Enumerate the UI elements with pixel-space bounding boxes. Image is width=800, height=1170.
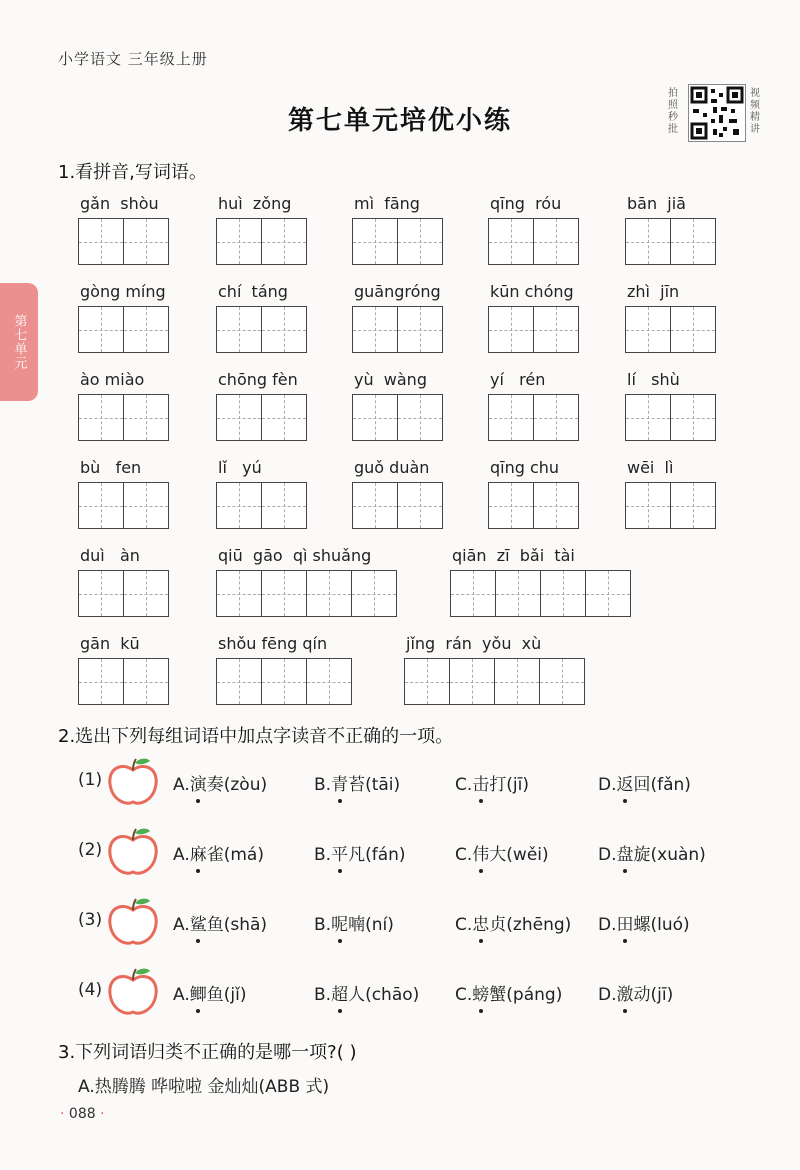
writing-cell[interactable] — [670, 306, 716, 353]
writing-cell[interactable] — [78, 570, 124, 617]
writing-cell[interactable] — [123, 482, 169, 529]
pinyin-reading: (páng) — [506, 985, 563, 1005]
writing-cell[interactable] — [540, 570, 586, 617]
pinyin-label: yí rén — [490, 370, 546, 389]
pinyin-reading: (shā) — [223, 915, 268, 935]
pinyin-reading: (fán) — [365, 845, 406, 865]
dotted-char: 演 — [190, 770, 207, 795]
option-d[interactable] — [598, 840, 706, 865]
pinyin-label: gòng míng — [80, 282, 166, 301]
writing-grid[interactable] — [404, 658, 585, 705]
page-number-text: 088 — [68, 1106, 96, 1122]
pinyin-label: jǐng rán yǒu xù — [406, 634, 542, 653]
option-row — [78, 966, 778, 1018]
writing-cell[interactable] — [351, 570, 397, 617]
pinyin-reading: (jī) — [506, 775, 529, 795]
dotted-char: 伟 — [472, 840, 489, 865]
writing-cell[interactable] — [397, 394, 443, 441]
dotted-char: 青 — [331, 770, 348, 795]
pinyin-reading: (luó) — [650, 915, 690, 935]
word-char: 奏 — [206, 775, 224, 795]
word-char: 雀 — [206, 845, 224, 865]
option-letter: A. — [173, 985, 190, 1005]
writing-cell[interactable] — [625, 306, 671, 353]
pinyin-label: guāngróng — [354, 282, 441, 301]
writing-cell[interactable] — [352, 306, 398, 353]
pinyin-label: lǐ yú — [218, 458, 262, 477]
pinyin-reading: (zhēng) — [506, 915, 572, 935]
option-letter: B. — [314, 845, 332, 865]
pinyin-reading: (jǐ) — [223, 985, 247, 1005]
option-row-number: (4) — [78, 980, 103, 1000]
pinyin-label: qiān zī bǎi tài — [452, 546, 575, 565]
writing-cell[interactable] — [216, 482, 262, 529]
word-char: 凡 — [348, 845, 366, 865]
option-letter: D. — [598, 915, 617, 935]
qr-caption-right: 视频精讲 — [750, 88, 760, 135]
word-char: 回 — [633, 775, 651, 795]
word-char: 大 — [489, 845, 507, 865]
writing-cell[interactable] — [404, 658, 450, 705]
pinyin-reading: (fǎn) — [650, 775, 691, 795]
apple-answer-icon[interactable] — [106, 896, 160, 948]
option-letter: B. — [314, 915, 332, 935]
apple-answer-icon[interactable] — [106, 966, 160, 1018]
pinyin-label: wēi lì — [627, 458, 674, 477]
option-letter: C. — [455, 845, 473, 865]
writing-grid[interactable] — [78, 218, 169, 265]
writing-cell[interactable] — [352, 482, 398, 529]
writing-grid[interactable] — [625, 306, 716, 353]
writing-cell[interactable] — [78, 658, 124, 705]
writing-cell[interactable] — [78, 218, 124, 265]
writing-cell[interactable] — [261, 570, 307, 617]
writing-grid[interactable] — [352, 482, 443, 529]
writing-cell[interactable] — [449, 658, 495, 705]
option-c[interactable] — [455, 840, 549, 865]
page-number: · 088 · — [60, 1106, 105, 1122]
option-letter: A. — [173, 775, 190, 795]
writing-grid[interactable] — [352, 306, 443, 353]
option-letter: C. — [455, 775, 473, 795]
writing-cell[interactable] — [123, 306, 169, 353]
book-header: 小学语文 三年级上册 — [58, 50, 208, 68]
pinyin-label: shǒu fēng qín — [218, 634, 328, 653]
writing-cell[interactable] — [670, 218, 716, 265]
dotted-char: 鲨 — [190, 910, 207, 935]
writing-cell[interactable] — [488, 306, 534, 353]
writing-grid[interactable] — [78, 482, 169, 529]
option-a[interactable] — [173, 770, 267, 795]
pinyin-label: chí táng — [218, 282, 288, 301]
pinyin-label: zhì jīn — [627, 282, 680, 301]
pinyin-label: bù fen — [80, 458, 142, 477]
option-letter: D. — [598, 775, 617, 795]
pinyin-reading: (zòu) — [223, 775, 268, 795]
writing-grid[interactable] — [216, 482, 307, 529]
dotted-char: 鲫 — [190, 980, 207, 1005]
option-d[interactable] — [598, 910, 690, 935]
word-char: 旋 — [633, 845, 651, 865]
option-letter: D. — [598, 845, 617, 865]
writing-cell[interactable] — [123, 218, 169, 265]
apple-answer-icon[interactable] — [106, 826, 160, 878]
option-a[interactable] — [173, 910, 267, 935]
writing-grid[interactable] — [625, 394, 716, 441]
word-char: 苔 — [348, 775, 366, 795]
word-char: 动 — [633, 985, 651, 1005]
writing-grid[interactable] — [352, 218, 443, 265]
writing-cell[interactable] — [261, 306, 307, 353]
pinyin-label: chōng fèn — [218, 370, 298, 389]
dotted-char: 盘 — [617, 840, 634, 865]
writing-grid[interactable] — [78, 570, 169, 617]
writing-cell[interactable] — [625, 218, 671, 265]
dotted-char: 返 — [617, 770, 634, 795]
option-row-number: (3) — [78, 910, 103, 930]
writing-cell[interactable] — [625, 482, 671, 529]
pinyin-label: huì zǒng — [218, 194, 292, 213]
pinyin-label: qīng róu — [490, 194, 562, 213]
option-d[interactable] — [598, 980, 673, 1005]
pinyin-label: yù wàng — [354, 370, 427, 389]
option-row-number: (2) — [78, 840, 103, 860]
option-a[interactable] — [173, 980, 246, 1005]
writing-cell[interactable] — [78, 394, 124, 441]
pinyin-label: guǒ duàn — [354, 458, 430, 477]
pinyin-label: qiū gāo qì shuǎng — [218, 546, 372, 565]
writing-cell[interactable] — [261, 218, 307, 265]
pinyin-label: ào miào — [80, 370, 145, 389]
question-3-label: 3.下列词语归类不正确的是哪一项?( ) — [58, 1042, 357, 1063]
word-char: 鱼 — [206, 985, 224, 1005]
dotted-char: 激 — [617, 980, 634, 1005]
writing-cell[interactable] — [306, 570, 352, 617]
writing-grid[interactable] — [625, 218, 716, 265]
writing-grid[interactable] — [625, 482, 716, 529]
writing-grid[interactable] — [216, 394, 307, 441]
writing-grid[interactable] — [488, 306, 579, 353]
pinyin-label: lí shù — [627, 370, 680, 389]
writing-cell[interactable] — [216, 306, 262, 353]
pinyin-reading: (jī) — [650, 985, 674, 1005]
question-1-label: 1.看拼音,写词语。 — [58, 162, 207, 183]
question-3-option-a[interactable]: A.热腾腾 哗啦啦 金灿灿(ABB 式) — [78, 1077, 330, 1097]
option-row — [78, 826, 778, 878]
option-letter: D. — [598, 985, 617, 1005]
writing-cell[interactable] — [78, 482, 124, 529]
option-row-number: (1) — [78, 770, 103, 790]
writing-cell[interactable] — [123, 394, 169, 441]
writing-cell[interactable] — [494, 658, 540, 705]
dotted-char: 忠 — [472, 910, 489, 935]
word-char: 鱼 — [206, 915, 224, 935]
writing-cell[interactable] — [216, 658, 262, 705]
dotted-char: 呢 — [331, 910, 348, 935]
word-char: 螺 — [633, 915, 651, 935]
pinyin-label: qīng chu — [490, 458, 560, 477]
option-letter: A. — [173, 845, 190, 865]
unit-side-tab: 第七单元 — [0, 283, 38, 401]
writing-cell[interactable] — [123, 658, 169, 705]
option-row — [78, 756, 778, 808]
option-letter: B. — [314, 775, 332, 795]
word-char: 贞 — [489, 915, 507, 935]
pinyin-reading: (tāi) — [365, 775, 401, 795]
writing-cell[interactable] — [261, 482, 307, 529]
writing-grid[interactable] — [488, 482, 579, 529]
writing-cell[interactable] — [397, 306, 443, 353]
pinyin-label: gān kū — [80, 634, 140, 653]
word-char: 喃 — [348, 915, 366, 935]
writing-cell[interactable] — [216, 218, 262, 265]
word-char: 人 — [348, 985, 366, 1005]
pinyin-label: kūn chóng — [490, 282, 574, 301]
writing-cell[interactable] — [495, 570, 541, 617]
dotted-char: 击 — [472, 770, 489, 795]
pinyin-label: mì fāng — [354, 194, 420, 213]
writing-cell[interactable] — [306, 658, 352, 705]
dotted-char: 麻 — [190, 840, 207, 865]
writing-cell[interactable] — [625, 394, 671, 441]
option-row — [78, 896, 778, 948]
option-letter: B. — [314, 985, 332, 1005]
writing-cell[interactable] — [397, 482, 443, 529]
pinyin-label: bān jiā — [627, 194, 686, 213]
dotted-char: 螃 — [472, 980, 489, 1005]
writing-grid[interactable] — [78, 306, 169, 353]
option-c[interactable] — [455, 910, 571, 935]
pinyin-reading: (chāo) — [365, 985, 420, 1005]
writing-cell[interactable] — [352, 394, 398, 441]
writing-cell[interactable] — [78, 306, 124, 353]
qr-code-icon[interactable] — [688, 84, 746, 142]
pinyin-reading: (wěi) — [506, 845, 549, 865]
question-2-label: 2.选出下列每组词语中加点字读音不正确的一项。 — [58, 726, 454, 747]
writing-cell[interactable] — [670, 394, 716, 441]
dotted-char: 田 — [617, 910, 634, 935]
writing-grid[interactable] — [352, 394, 443, 441]
writing-grid[interactable] — [216, 306, 307, 353]
option-letter: C. — [455, 915, 473, 935]
dotted-char: 超 — [331, 980, 348, 1005]
writing-grid[interactable] — [78, 394, 169, 441]
writing-cell[interactable] — [261, 658, 307, 705]
apple-answer-icon[interactable] — [106, 756, 160, 808]
pinyin-reading: (ní) — [365, 915, 394, 935]
writing-cell[interactable] — [450, 570, 496, 617]
option-b[interactable] — [314, 910, 394, 935]
writing-grid[interactable] — [450, 570, 631, 617]
writing-cell[interactable] — [533, 482, 579, 529]
writing-cell[interactable] — [539, 658, 585, 705]
pinyin-reading: (xuàn) — [650, 845, 706, 865]
writing-grid[interactable] — [216, 218, 307, 265]
writing-cell[interactable] — [216, 570, 262, 617]
writing-grid[interactable] — [488, 394, 579, 441]
writing-grid[interactable] — [488, 218, 579, 265]
writing-grid[interactable] — [216, 570, 397, 617]
writing-cell[interactable] — [488, 394, 534, 441]
writing-grid[interactable] — [216, 658, 352, 705]
pinyin-label: gǎn shòu — [80, 194, 159, 213]
option-letter: C. — [455, 985, 473, 1005]
writing-cell[interactable] — [123, 570, 169, 617]
writing-cell[interactable] — [533, 218, 579, 265]
option-c[interactable] — [455, 770, 529, 795]
writing-cell[interactable] — [488, 218, 534, 265]
writing-cell[interactable] — [585, 570, 631, 617]
option-b[interactable] — [314, 770, 400, 795]
writing-cell[interactable] — [261, 394, 307, 441]
word-char: 蟹 — [489, 985, 507, 1005]
page-title: 第七单元培优小练 — [287, 106, 512, 136]
dotted-char: 平 — [331, 840, 348, 865]
writing-cell[interactable] — [533, 306, 579, 353]
option-b[interactable] — [314, 980, 419, 1005]
writing-cell[interactable] — [670, 482, 716, 529]
qr-caption-left: 拍照秒批 — [668, 88, 678, 135]
writing-cell[interactable] — [488, 482, 534, 529]
option-letter: A. — [173, 915, 190, 935]
option-c[interactable] — [455, 980, 562, 1005]
writing-cell[interactable] — [397, 218, 443, 265]
writing-cell[interactable] — [352, 218, 398, 265]
option-b[interactable] — [314, 840, 406, 865]
option-a[interactable] — [173, 840, 264, 865]
pinyin-reading: (má) — [223, 845, 264, 865]
qr-block — [668, 84, 768, 144]
pinyin-label: duì àn — [80, 546, 140, 565]
writing-cell[interactable] — [216, 394, 262, 441]
option-d[interactable] — [598, 770, 691, 795]
writing-grid[interactable] — [78, 658, 169, 705]
word-char: 打 — [489, 775, 507, 795]
writing-cell[interactable] — [533, 394, 579, 441]
